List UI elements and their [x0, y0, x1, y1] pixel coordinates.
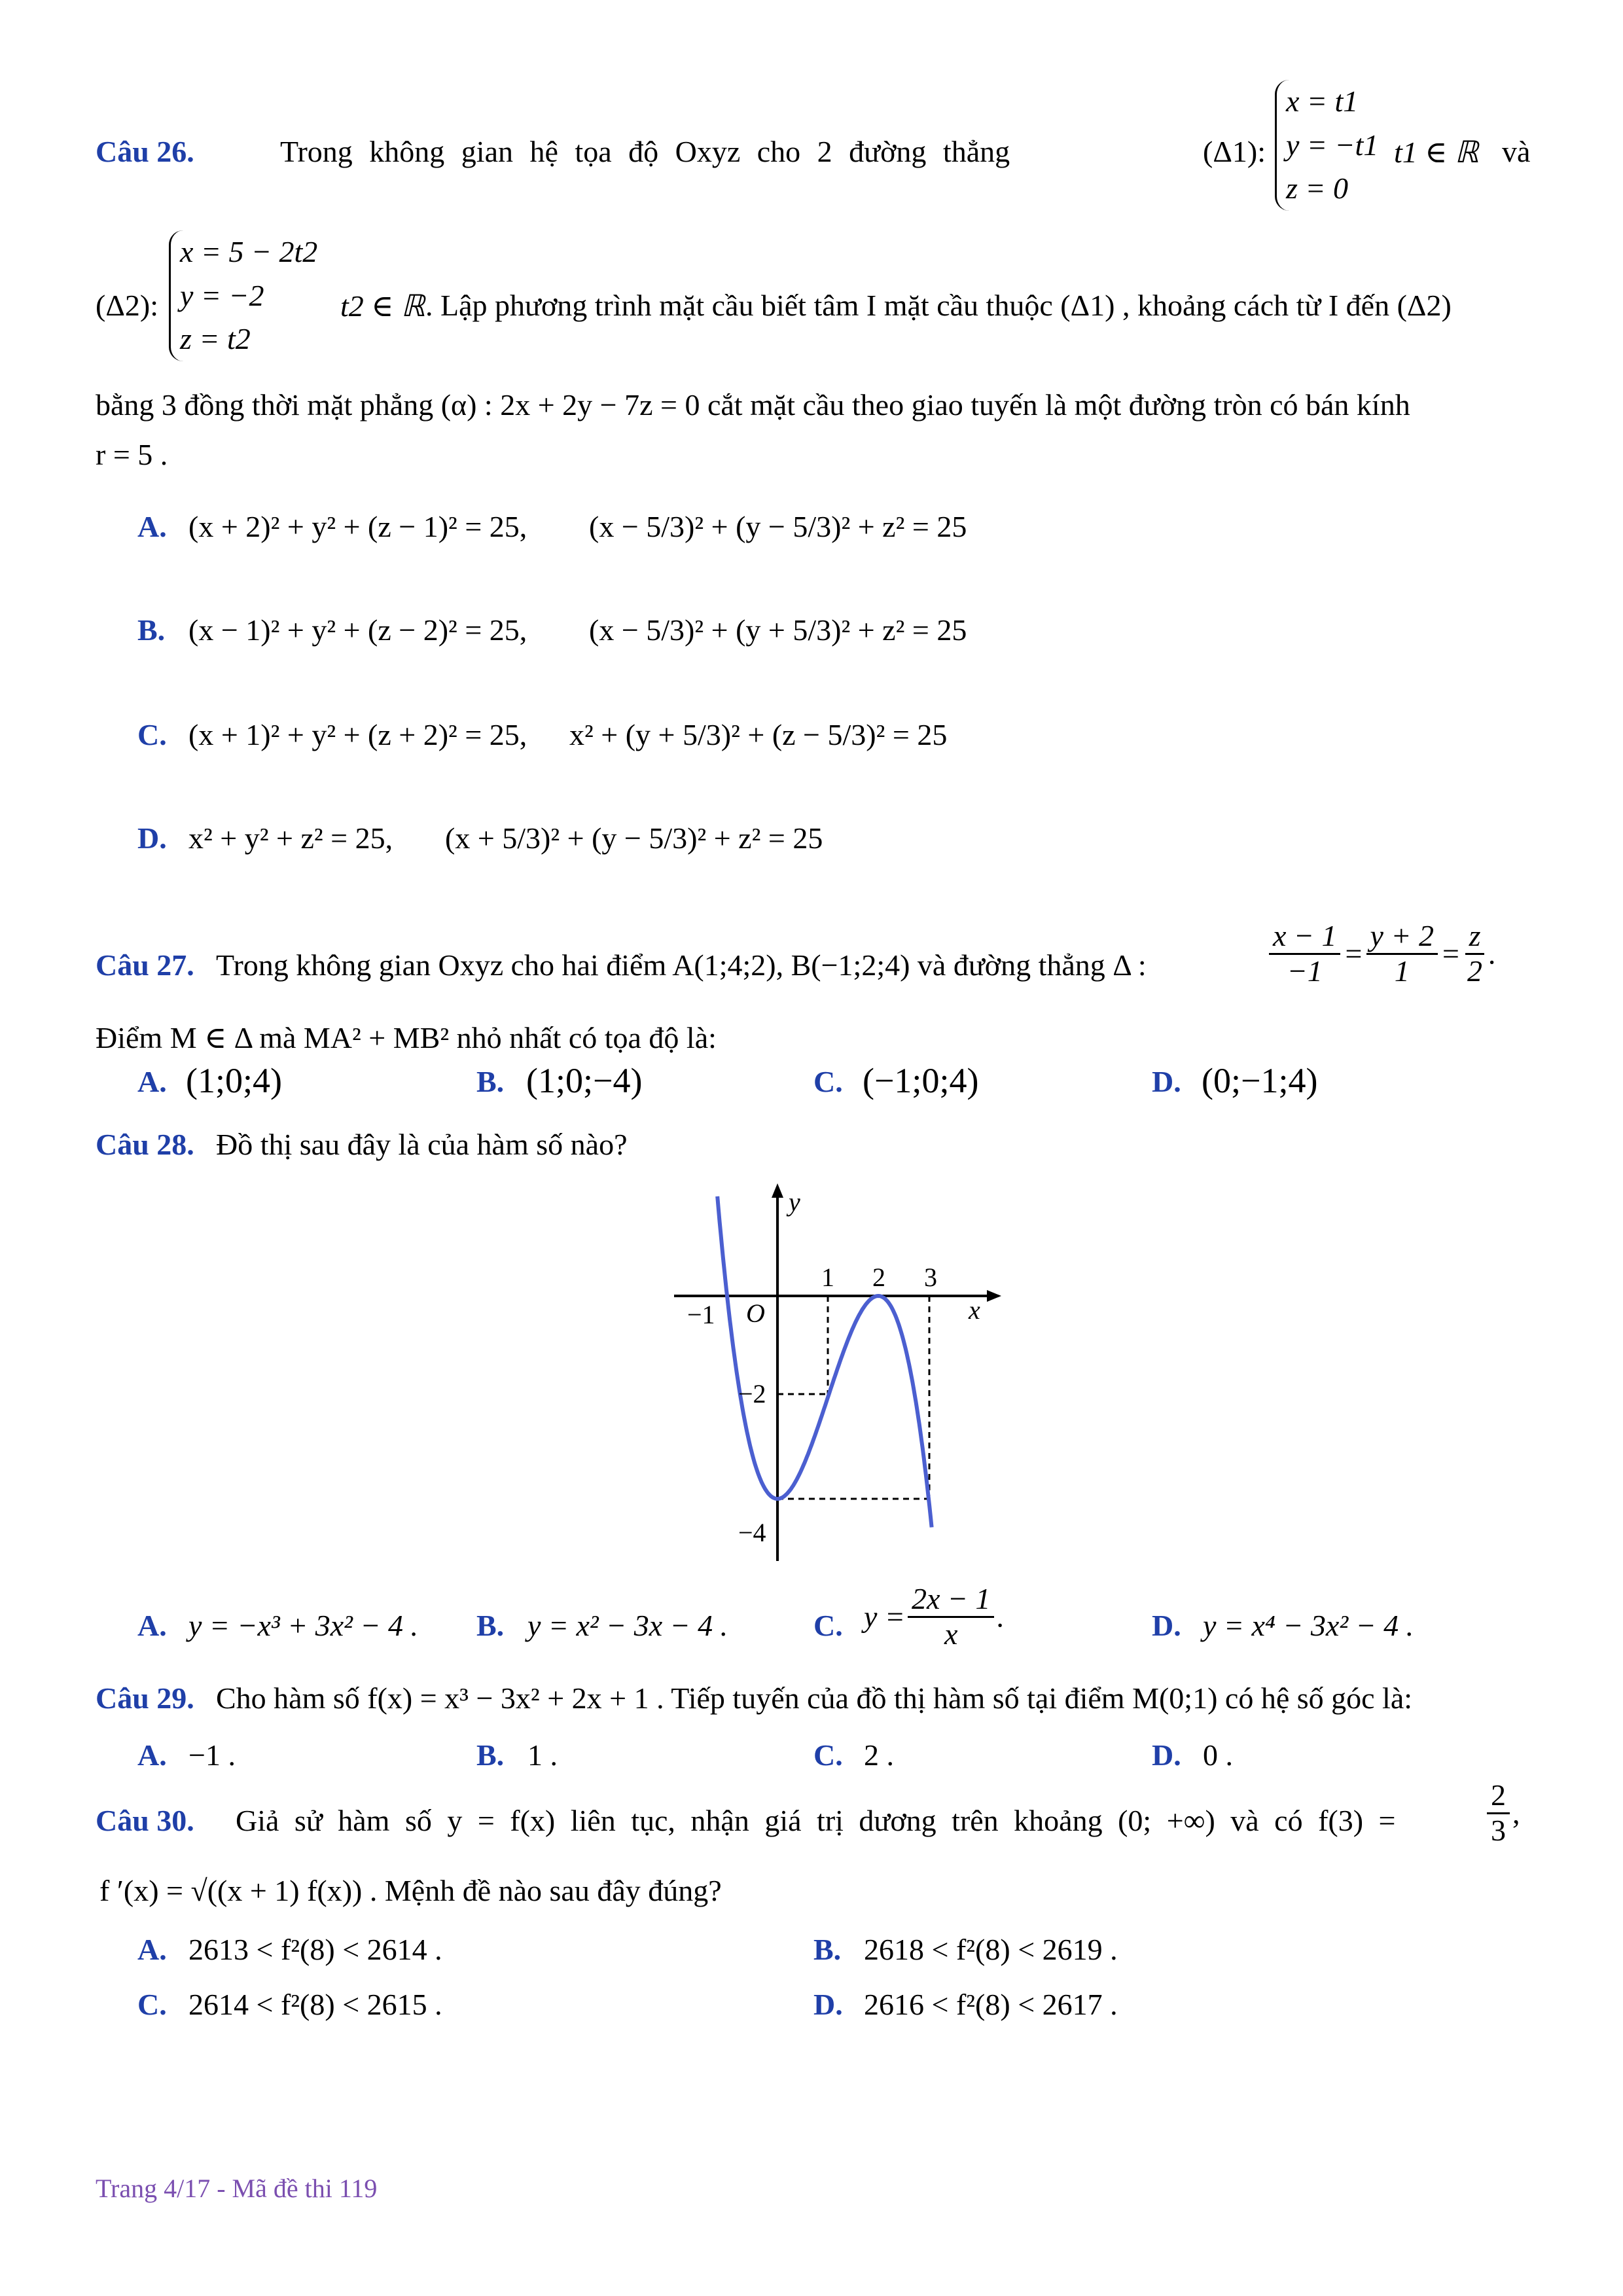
- q27-option-c-text: (−1;0;4): [863, 1061, 979, 1100]
- q26-delta2-param: t2 ∈ ℝ: [340, 289, 425, 323]
- q30-frac-num: 2: [1487, 1779, 1510, 1814]
- q26-option-d-label: D.: [137, 821, 167, 855]
- page-footer: Trang 4/17 - Mã đề thi 119: [96, 2174, 378, 2203]
- graph-tick-x-neg1: −1: [687, 1300, 715, 1329]
- q26-option-c-eq1: (x + 1)² + y² + (z + 2)² = 25,: [188, 718, 527, 751]
- q26-option-c-label: C.: [137, 718, 167, 751]
- q26-and: và: [1502, 135, 1531, 168]
- q29-option-b-label: B.: [476, 1738, 505, 1772]
- q27-option-d-label: D.: [1152, 1065, 1181, 1098]
- q26-delta1-param: t1 ∈ ℝ: [1394, 135, 1479, 169]
- q27-frac2-num: y + 2: [1366, 920, 1438, 955]
- q26-delta1-system: [1275, 80, 1378, 211]
- q29-option-c-text: 2 .: [864, 1738, 894, 1772]
- graph-x-arrow: [987, 1290, 1001, 1302]
- q26-number: Câu 26.: [96, 135, 194, 168]
- graph-axis-y-label: y: [789, 1187, 800, 1217]
- q30-option-a-label: A.: [137, 1933, 167, 1966]
- graph-axis-x-label: x: [969, 1295, 980, 1325]
- q26-delta2-system: [169, 230, 317, 361]
- q27-frac1-den: −1: [1287, 954, 1323, 988]
- q26-option-c-eq2: x² + (y + 5/3)² + (z − 5/3)² = 25: [569, 718, 948, 751]
- q26-line4: r = 5 .: [96, 438, 168, 471]
- q28-text: Đồ thị sau đây là của hàm số nào?: [216, 1128, 628, 1161]
- q30-option-b-text: 2618 < f²(8) < 2619 .: [864, 1933, 1118, 1966]
- q27-text: Trong không gian Oxyz cho hai điểm A(1;4;2), B(−1;2;4) và đường thẳng Δ :: [216, 948, 1147, 982]
- graph-tick-y-neg4: −4: [738, 1518, 766, 1547]
- q26-delta1-y: y = −t1: [1286, 128, 1379, 162]
- q29-option-a-label: A.: [137, 1738, 167, 1772]
- q29-option-a-text: −1 .: [188, 1738, 236, 1772]
- q27-option-a-label: A.: [137, 1065, 167, 1098]
- graph-tick-x-1: 1: [821, 1263, 834, 1292]
- q28-option-c-label: C.: [813, 1609, 843, 1642]
- q28-option-c-formula: y = $\frac{2x - 1}{x}$ .: [864, 1582, 1005, 1651]
- q29-option-d-label: D.: [1152, 1738, 1181, 1772]
- q26-option-b-eq1: (x − 1)² + y² + (z − 2)² = 25,: [188, 613, 527, 647]
- q30-option-c-text: 2614 < f²(8) < 2615 .: [188, 1988, 442, 2021]
- q26-option-b-label: B.: [137, 613, 166, 647]
- q26-line2-rest: . Lập phương trình mặt cầu biết tâm I mặt cầu thuộc (Δ1) , khoảng cách từ I đến (Δ2): [425, 289, 1452, 322]
- q28-option-d-text: y = x⁴ − 3x² − 4 .: [1203, 1609, 1414, 1642]
- q27-option-c-label: C.: [813, 1065, 843, 1098]
- q28-option-b-label: B.: [476, 1609, 505, 1642]
- graph-origin-label: O: [746, 1299, 765, 1328]
- q29-option-b-text: 1 .: [527, 1738, 558, 1772]
- q28-number: Câu 28.: [96, 1128, 194, 1161]
- q28-option-c-num: 2x − 1: [908, 1583, 994, 1618]
- q28-option-c-den: x: [944, 1617, 958, 1651]
- q29-text: Cho hàm số f(x) = x³ − 3x² + 2x + 1 . Tiếp tuyến của đồ thị hàm số tại điểm M(0;1) có hệ số góc là:: [216, 1681, 1413, 1715]
- q27-option-a-text: (1;0;4): [186, 1061, 282, 1100]
- q26-delta1-x: x = t1: [1286, 84, 1359, 118]
- q26-delta1-z: z = 0: [1286, 171, 1348, 206]
- graph-y-arrow: [772, 1183, 783, 1198]
- graph-tick-y-neg2: −2: [738, 1379, 766, 1408]
- q28-graph: [674, 1178, 1014, 1564]
- q26-line3: bằng 3 đồng thời mặt phẳng (α) : 2x + 2y − 7z = 0 cắt mặt cầu theo giao tuyến là một đường tròn có bán kính: [96, 388, 1410, 422]
- q27-frac2-den: 1: [1394, 954, 1410, 988]
- q27-frac1-num: x − 1: [1269, 920, 1340, 955]
- q26-delta2-z: z = t2: [180, 322, 251, 356]
- q26-delta2-x: x = 5 − 2t2: [180, 235, 318, 268]
- q30-fraction: $\frac{2}{3}$ ,: [1484, 1779, 1520, 1847]
- q30-number: Câu 30.: [96, 1804, 194, 1837]
- q26-delta2-label: (Δ2):: [96, 289, 158, 322]
- graph-tick-x-2: 2: [872, 1263, 885, 1292]
- q27-line-equation: $\frac{x - 1}{-1}$ = $\frac{y + 2}{1}$ = $\frac{z}{2}$ .: [1266, 920, 1497, 988]
- q26-intro: Trong không gian hệ tọa độ Oxyz cho 2 đường thẳng: [280, 135, 1010, 168]
- q30-option-d-label: D.: [813, 1988, 843, 2021]
- q26-option-a-eq2: (x − 5/3)² + (y − 5/3)² + z² = 25: [589, 510, 967, 543]
- q26-option-a-eq1: (x + 2)² + y² + (z − 1)² = 25,: [188, 510, 527, 543]
- q30-line2: f ′(x) = √((x + 1) f(x)) . Mệnh đề nào sau đây đúng?: [99, 1874, 722, 1907]
- q30-option-a-text: 2613 < f²(8) < 2614 .: [188, 1933, 442, 1966]
- q29-number: Câu 29.: [96, 1681, 194, 1715]
- q27-frac3-den: 2: [1467, 954, 1483, 988]
- q30-frac-den: 3: [1491, 1813, 1506, 1847]
- q27-frac3-num: z: [1465, 920, 1485, 955]
- q26-delta2-y: y = −2: [180, 278, 264, 312]
- q27-number: Câu 27.: [96, 948, 194, 982]
- q29-option-c-label: C.: [813, 1738, 843, 1772]
- q28-option-a-text: y = −x³ + 3x² − 4 .: [188, 1609, 418, 1642]
- q27-option-d-text: (0;−1;4): [1202, 1061, 1318, 1100]
- q27-option-b-label: B.: [476, 1065, 505, 1098]
- q30-option-d-text: 2616 < f²(8) < 2617 .: [864, 1988, 1118, 2021]
- q28-option-d-label: D.: [1152, 1609, 1181, 1642]
- q28-option-a-label: A.: [137, 1609, 167, 1642]
- q28-option-b-text: y = x² − 3x − 4 .: [527, 1609, 728, 1642]
- q26-option-d-eq1: x² + y² + z² = 25,: [188, 821, 393, 855]
- q30-option-b-label: B.: [813, 1933, 842, 1966]
- graph-curve: [717, 1196, 931, 1528]
- q26-option-d-eq2: (x + 5/3)² + (y − 5/3)² + z² = 25: [445, 821, 823, 855]
- q26-option-a-label: A.: [137, 510, 167, 543]
- graph-tick-x-3: 3: [924, 1263, 937, 1292]
- q30-text: Giả sử hàm số y = f(x) liên tục, nhận giá trị dương trên khoảng (0; +∞) và có f(3) =: [236, 1804, 1396, 1837]
- q26-delta1-label: (Δ1):: [1203, 135, 1266, 168]
- q27-option-b-text: (1;0;−4): [526, 1061, 643, 1100]
- q27-line2: Điểm M ∈ Δ mà MA² + MB² nhỏ nhất có tọa độ là:: [96, 1021, 717, 1054]
- q26-option-b-eq2: (x − 5/3)² + (y + 5/3)² + z² = 25: [589, 613, 967, 647]
- q30-option-c-label: C.: [137, 1988, 167, 2021]
- q29-option-d-text: 0 .: [1203, 1738, 1233, 1772]
